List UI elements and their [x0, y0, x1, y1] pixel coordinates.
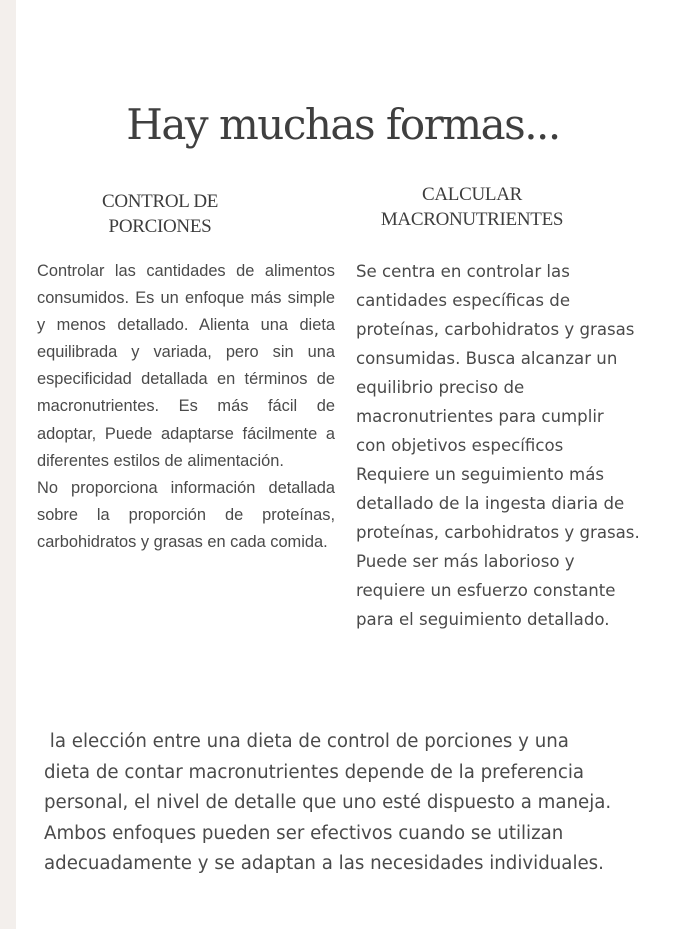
right-text-line: equilibrio preciso de	[356, 378, 525, 397]
right-text-line: Puede ser más laborioso y	[356, 552, 575, 571]
right-text-line: Requiere un seguimiento más	[356, 465, 605, 484]
heading-line: CONTROL DE	[101, 191, 219, 212]
left-paragraph: Controlar las cantidades de alimentos consumidos. Es un enfoque más simple y menos detallado. Alienta una dieta equilibrada y variada, pero sin una especificidad detallada en términos de macronutrientes. Es más fácil de adoptar, Puede adaptarse fácilmente a diferentes estilos de alimentación.	[37, 262, 335, 470]
left-column-text	[37, 258, 335, 556]
left-paragraph: No proporciona información detallada sobre la proporción de proteínas, carbohidratos y grasas en cada comida.	[37, 478, 335, 551]
heading-line: MACRONUTRIENTES	[380, 209, 564, 230]
heading-line: CALCULAR	[422, 184, 522, 205]
conclusion-line: dieta de contar macronutrientes depende de la preferencia	[44, 761, 585, 783]
right-text-line: macronutrientes para cumplir	[356, 407, 604, 426]
conclusion-line: adecuadamente y se adaptan a las necesidades individuales.	[44, 853, 604, 874]
right-text-line: con objetivos específicos	[356, 436, 564, 455]
right-text-line: proteínas, carbohidratos y grasas.	[356, 523, 640, 542]
right-text-line: consumidas. Busca alcanzar un	[356, 349, 618, 368]
page-title: Hay muchas formas...	[126, 100, 560, 149]
right-column-text	[356, 257, 676, 634]
heading-calcular-macronutrientes	[372, 182, 572, 232]
right-text-line: proteínas, carbohidratos y grasas	[356, 320, 635, 339]
heading-line: PORCIONES	[108, 216, 212, 237]
right-text-line: cantidades específicas de	[356, 291, 571, 310]
conclusion-line: personal, el nivel de detalle que uno esté dispuesto a maneja.	[44, 792, 612, 813]
right-text-line: requiere un esfuerzo constante	[356, 581, 616, 600]
right-text-line: para el seguimiento detallado.	[356, 610, 610, 629]
conclusion-line: Ambos enfoques pueden ser efectivos cuando se utilizan	[44, 822, 564, 844]
conclusion-line: la elección entre una dieta de control de porciones y una	[44, 731, 569, 752]
right-text-line: Se centra en controlar las	[356, 262, 570, 281]
conclusion-paragraph	[44, 727, 674, 880]
heading-control-de-porciones	[60, 189, 260, 239]
right-text-line: detallado de la ingesta diaria de	[356, 494, 625, 513]
